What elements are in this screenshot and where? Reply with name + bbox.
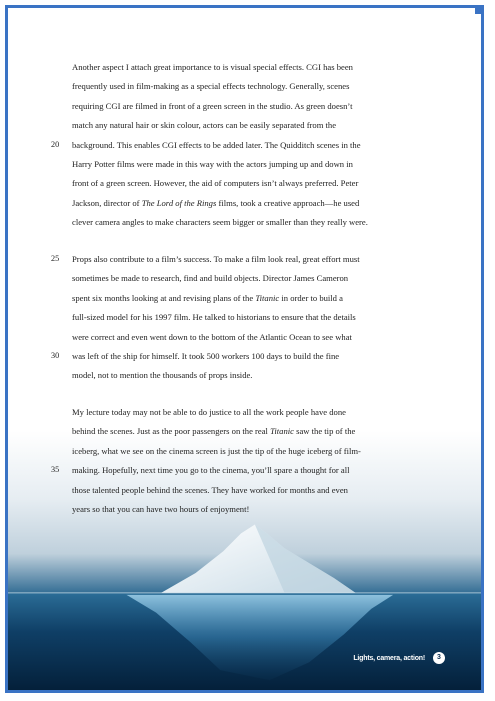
text-line [72,216,368,228]
page-frame [5,5,484,693]
line-number: 35 [51,465,60,475]
text-line [72,197,359,209]
text-span: Harry Potter films were made in this way with the actors jumping up and down in [72,159,353,169]
text-line [72,292,343,304]
text-span: those talented people behind the scenes. They have worked for months and even [72,484,348,495]
text-span: clever camera angles to make characters seem bigger or smaller than they really were. [72,217,368,228]
corner-accent [475,8,481,14]
text-line [72,119,336,131]
text-span: requiring CGI are filmed in front of a green screen in the studio. As green doesn’t [72,100,353,111]
text-span: match any natural hair or skin colour, actors can be easily separated from the [72,120,337,131]
text-line [72,369,252,381]
text-line [72,445,361,457]
text-span: Another aspect I attach great importance to is visual special effects. CGI has been [72,62,353,72]
text-line [72,484,348,496]
line-number: 20 [51,139,60,149]
text-line [72,177,358,189]
text-span: in order to build a [279,292,343,303]
text-span: spent six months looking at and revising plans of the [72,292,256,303]
text-span: iceberg, what we see on the cinema screen is just the tip of the huge iceberg of film- [72,445,361,456]
text-span: years so that you can have two hours of enjoyment! [72,504,250,514]
line-number: 25 [51,254,60,263]
text-span: were correct and even went down to the bottom of the Atlantic Ocean to see what [72,331,352,342]
text-line [72,253,360,265]
text-line [72,464,349,476]
page-number: 3 [433,652,445,664]
text-span: making. Hopefully, next time you go to the cinema, you’ll spare a thought for all [72,465,350,476]
text-line [72,80,349,92]
text-line [72,139,361,151]
text-span: full-sized model for his 1997 film. He talked to historians to ensure that the details [72,312,356,323]
italic-title: The Lord of the Rings [141,197,217,208]
text-line [72,503,249,515]
text-span: was left of the ship for himself. It took 500 workers 100 days to build the fine [72,351,340,361]
text-line [72,272,348,284]
text-span: sometimes be made to research, find and build objects. Director James Cameron [72,273,349,284]
text-line [72,61,353,73]
text-line [72,425,355,437]
text-span: films, took a creative approach—he used [216,197,360,208]
text-span: saw the tip of the [293,426,356,437]
text-line [72,331,352,343]
text-span: Props also contribute to a film’s success. To make a film look real, great effort must [72,254,360,264]
italic-title: Titanic [255,292,280,303]
text-span: behind the scenes. Just as the poor passengers on the real [72,426,271,437]
text-span: Jackson, director of [72,197,142,208]
text-line [72,406,346,418]
page-footer [353,652,445,664]
text-line [72,311,356,323]
text-span: model, not to mention the thousands of props inside. [72,370,253,381]
text-line [72,158,353,170]
italic-title: Titanic [270,426,294,437]
text-span: frequently used in film-making as a special effects technology. Generally, scenes [72,81,350,92]
text-line [72,350,339,362]
text-span: background. This enables CGI effects to be added later. The Quidditch scenes in the [72,139,361,150]
text-span: My lecture today may not be able to do justice to all the work people have done [72,407,346,417]
line-number: 30 [51,351,60,360]
text-line [72,100,353,112]
text-span: front of a green screen. However, the aid of computers isn’t always preferred. Peter [72,178,359,189]
footer-title: Lights, camera, action! [353,654,425,662]
